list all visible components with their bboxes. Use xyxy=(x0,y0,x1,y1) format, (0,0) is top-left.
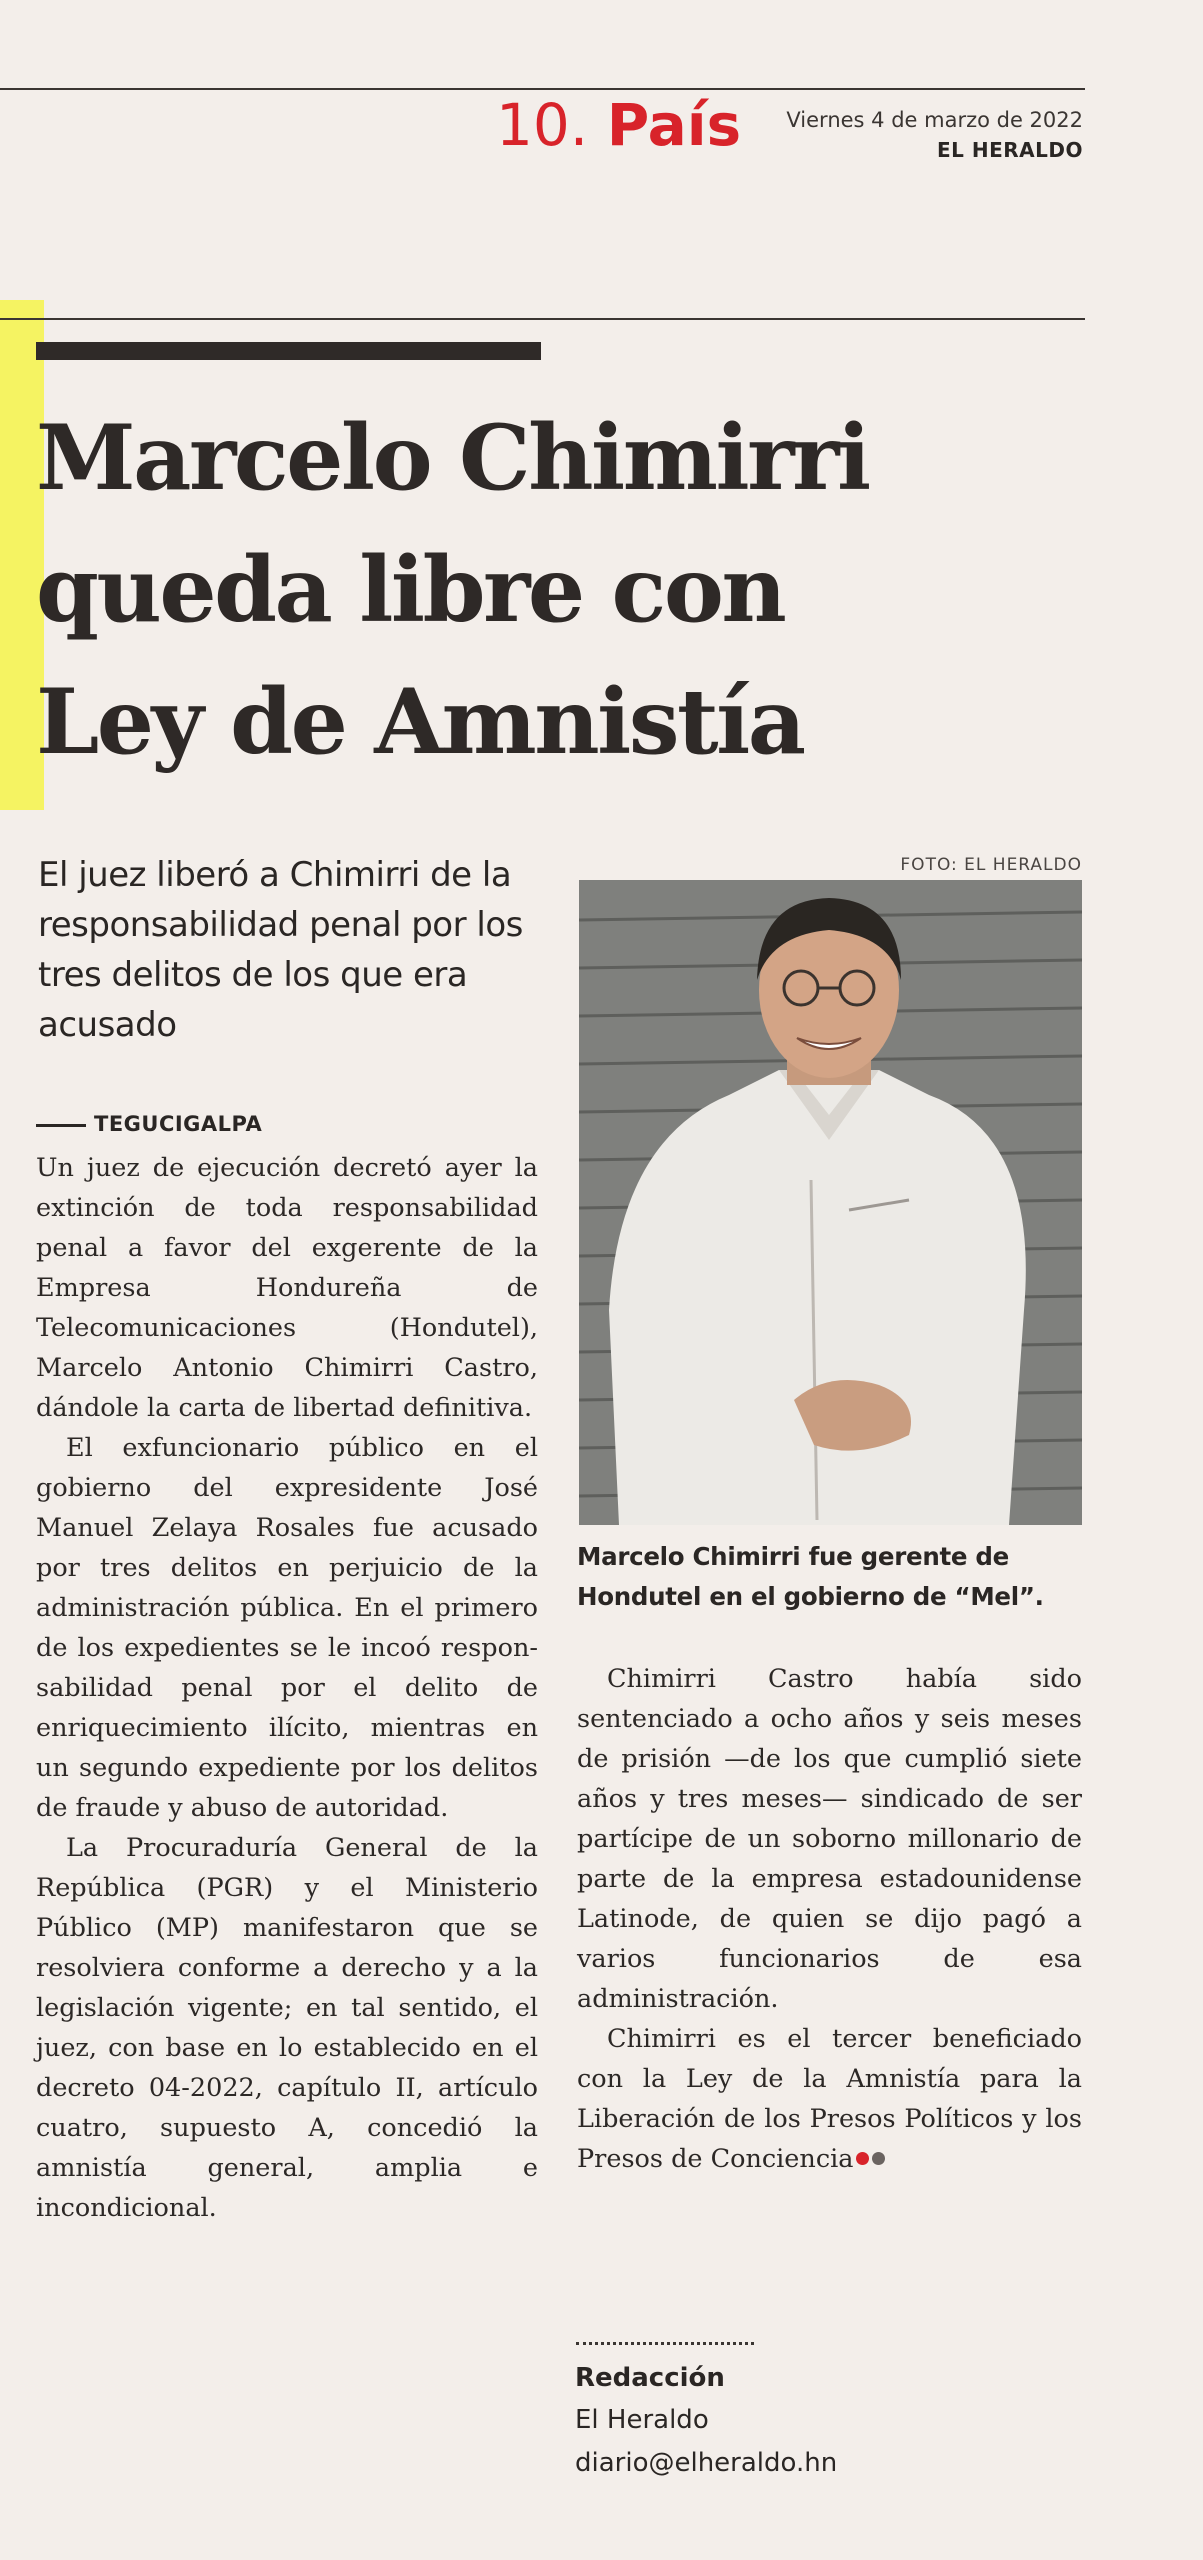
left-column xyxy=(36,1148,538,2228)
portrait-photo xyxy=(579,880,1082,1525)
right-column xyxy=(577,1659,1082,2179)
signature-role: Redacción xyxy=(575,2363,725,2393)
end-mark-dark-dot xyxy=(872,2152,885,2165)
end-mark-red-dot xyxy=(856,2152,869,2165)
body-paragraph: Chimirri Castro había sido sentenciado a ocho años y seis meses de prisión —de los que cumplió siete años y tres meses— sindicado de ser partícipe de un soborno millonario de parte de la empresa estadounidense Latinode, de quien se dijo pagó a varios funcionarios de esa administración. xyxy=(577,1664,1082,2014)
headline-line: Ley de Amnistía xyxy=(36,669,804,775)
headline-kicker-bar xyxy=(36,342,541,360)
dateline xyxy=(36,1112,262,1136)
top-rule xyxy=(0,88,1085,90)
dateline-dash xyxy=(36,1124,86,1127)
portrait-illustration xyxy=(579,880,1082,1525)
newspaper-name: EL HERALDO xyxy=(937,138,1083,162)
headline-line: queda libre con xyxy=(36,537,785,643)
issue-date: Viernes 4 de marzo de 2022 xyxy=(786,108,1083,132)
signature-divider xyxy=(576,2342,754,2345)
page-folio xyxy=(496,91,742,159)
header-rule xyxy=(0,318,1085,320)
signature-email: diario@elheraldo.hn xyxy=(575,2448,838,2478)
body-paragraph: La Procuraduría General de la República (PGR) y el Ministerio Público (MP) manifestaron que se resolviera conforme a derecho y a la legislación vigente; en tal sentido, el juez, con base en lo establecido en el decreto 04-2022, capítulo II, artículo cuatro, supuesto A, concedió la amnistía general, amplia e incondicional. xyxy=(36,1833,538,2223)
article-deck: El juez liberó a Chimirri de la responsabilidad penal por los tres delitos de los que era acusado xyxy=(38,855,523,1045)
photo-caption: Marcelo Chimirri fue gerente de Hondutel en el gobierno de “Mel”. xyxy=(577,1542,1044,1611)
headline-line: Marcelo Chimirri xyxy=(36,405,869,511)
photo-credit: FOTO: EL HERALDO xyxy=(900,855,1082,875)
final-paragraph-text: Chimirri es el tercer beneficiado con la Ley de la Amnistía para la Liberación de los Presos Políticos y los Presos de Conciencia xyxy=(577,2024,1082,2174)
body-paragraph-final xyxy=(577,2019,1082,2179)
page-number: 10. xyxy=(496,91,589,159)
dateline-city: TEGUCIGALPA xyxy=(94,1112,263,1136)
body-paragraph: Un juez de ejecución decretó ayer la extinción de toda responsabilidad penal a favor del exgerente de la Empresa Hondureña de Telecomunicaciones (Hondutel), Marcelo Antonio Chimirri Castro, dándole la carta de libertad definitiva. xyxy=(36,1153,538,1423)
body-paragraph: El exfuncionario público en el gobierno del expresidente José Manuel Zelaya Rosales fue acusado por tres delitos en perjuicio de la administración pública. En el primero de los expedientes se le incoó responsabilidad penal por el delito de enriquecimiento ilícito, mientras en un segundo expediente por los delitos de fraude y abuso de autoridad. xyxy=(36,1433,538,1823)
section-name: País xyxy=(606,91,742,159)
signature-organization: El Heraldo xyxy=(575,2405,709,2435)
headline xyxy=(36,392,1086,788)
